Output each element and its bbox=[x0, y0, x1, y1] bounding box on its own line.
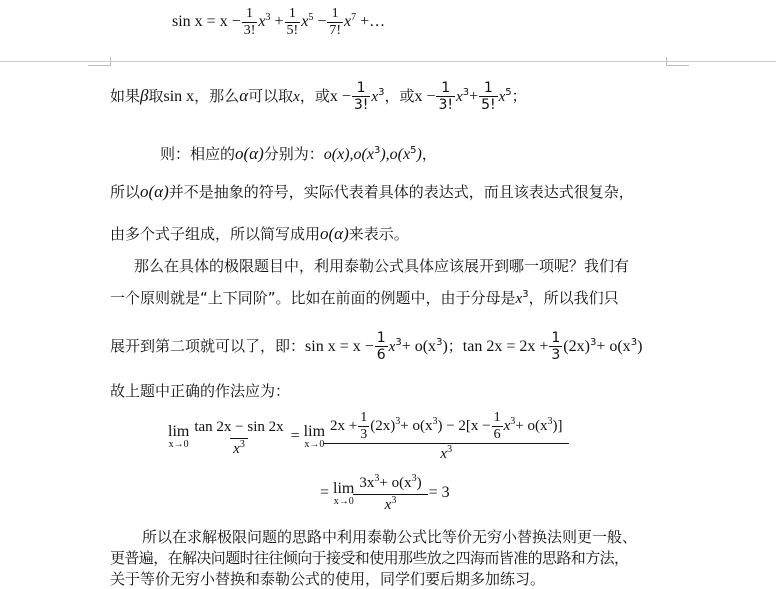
paragraph-5: 那么在具体的极限题目中，利用泰勒公式具体应该展开到哪一项呢？我们有 bbox=[134, 257, 630, 275]
paragraph-2: 则：相应的o(α)分别为：$o(x),o(x^3),o(x^5)$， bbox=[160, 144, 437, 163]
page-break-line bbox=[0, 61, 776, 62]
limit-equation-2: = lim x→0 $\frac{3x^3+ o(x^3)}{x^3}$ = 3 bbox=[320, 473, 450, 513]
limit-equation-1: lim x→0 $\frac{\tan 2x - \sin 2x}{x^3}$ = lim x→0 2x + $\frac{1}{3}$ $(2x)^3+ o(x^3) - 2[x$ − $\frac{1}{6}$ $x^3+ o(x^3)$] $x^3$ bbox=[168, 410, 566, 464]
paragraph-9-line-1: 所以在求解极限问题的思路中利用泰勒公式比等价无穷小替换法则更一般、 bbox=[142, 528, 638, 546]
paragraph-3: 所以o(α)并不是抽象的符号，实际代表着具体的表达式，而且该表达式很复杂， bbox=[110, 182, 634, 201]
paragraph-9-line-2: 更普遍，在解决问题时往往倾向于接受和使用那些放之四海而皆准的思路和方法， bbox=[110, 549, 629, 567]
margin-mark-right bbox=[666, 57, 689, 66]
paragraph-7: 展开到第二项就可以了，即：sin x = x − $\frac{1}{6}$ $x^3+ o(x^3)$；tan 2x = 2x + $\frac{1}{3}$ $(2x)^3+ o(x^3)$ bbox=[110, 330, 643, 363]
paragraph-9-line-3: 关于等价无穷小替换和泰勒公式的使用，同学们要后期多加练习。 bbox=[110, 570, 546, 588]
paragraph-1: 如果β取sin x，那么α可以取x，或x − $\frac{1}{3!}$ $x^3$，或x − $\frac{1}{3!}$ $x^3+$ $\frac{1}{5!}$ $x^5$； bbox=[110, 80, 527, 113]
formula-lhs: sin x = x − bbox=[172, 13, 241, 31]
fraction: $\frac{1}{7!}$ bbox=[329, 6, 342, 38]
margin-mark-left bbox=[88, 57, 111, 66]
taylor-sin-formula: sin x = x − $\frac{1}{3!}$ $x^3$ + $\frac{1}{5!}$ $x^5$ − $\frac{1}{7!}$ $x^7$ +… bbox=[172, 6, 386, 38]
paragraph-6: 一个原则就是“上下同阶”。比如在前面的例题中，由于分母是$x^3$，所以我们只 bbox=[110, 289, 619, 307]
fraction: $\frac{1}{5!}$ bbox=[286, 6, 299, 38]
paragraph-4: 由多个式子组成，所以简写成用o(α)来表示。 bbox=[110, 224, 409, 243]
paragraph-8: 故上题中正确的作法应为： bbox=[110, 382, 291, 400]
fraction: $\frac{1}{3!}$ bbox=[243, 6, 256, 38]
